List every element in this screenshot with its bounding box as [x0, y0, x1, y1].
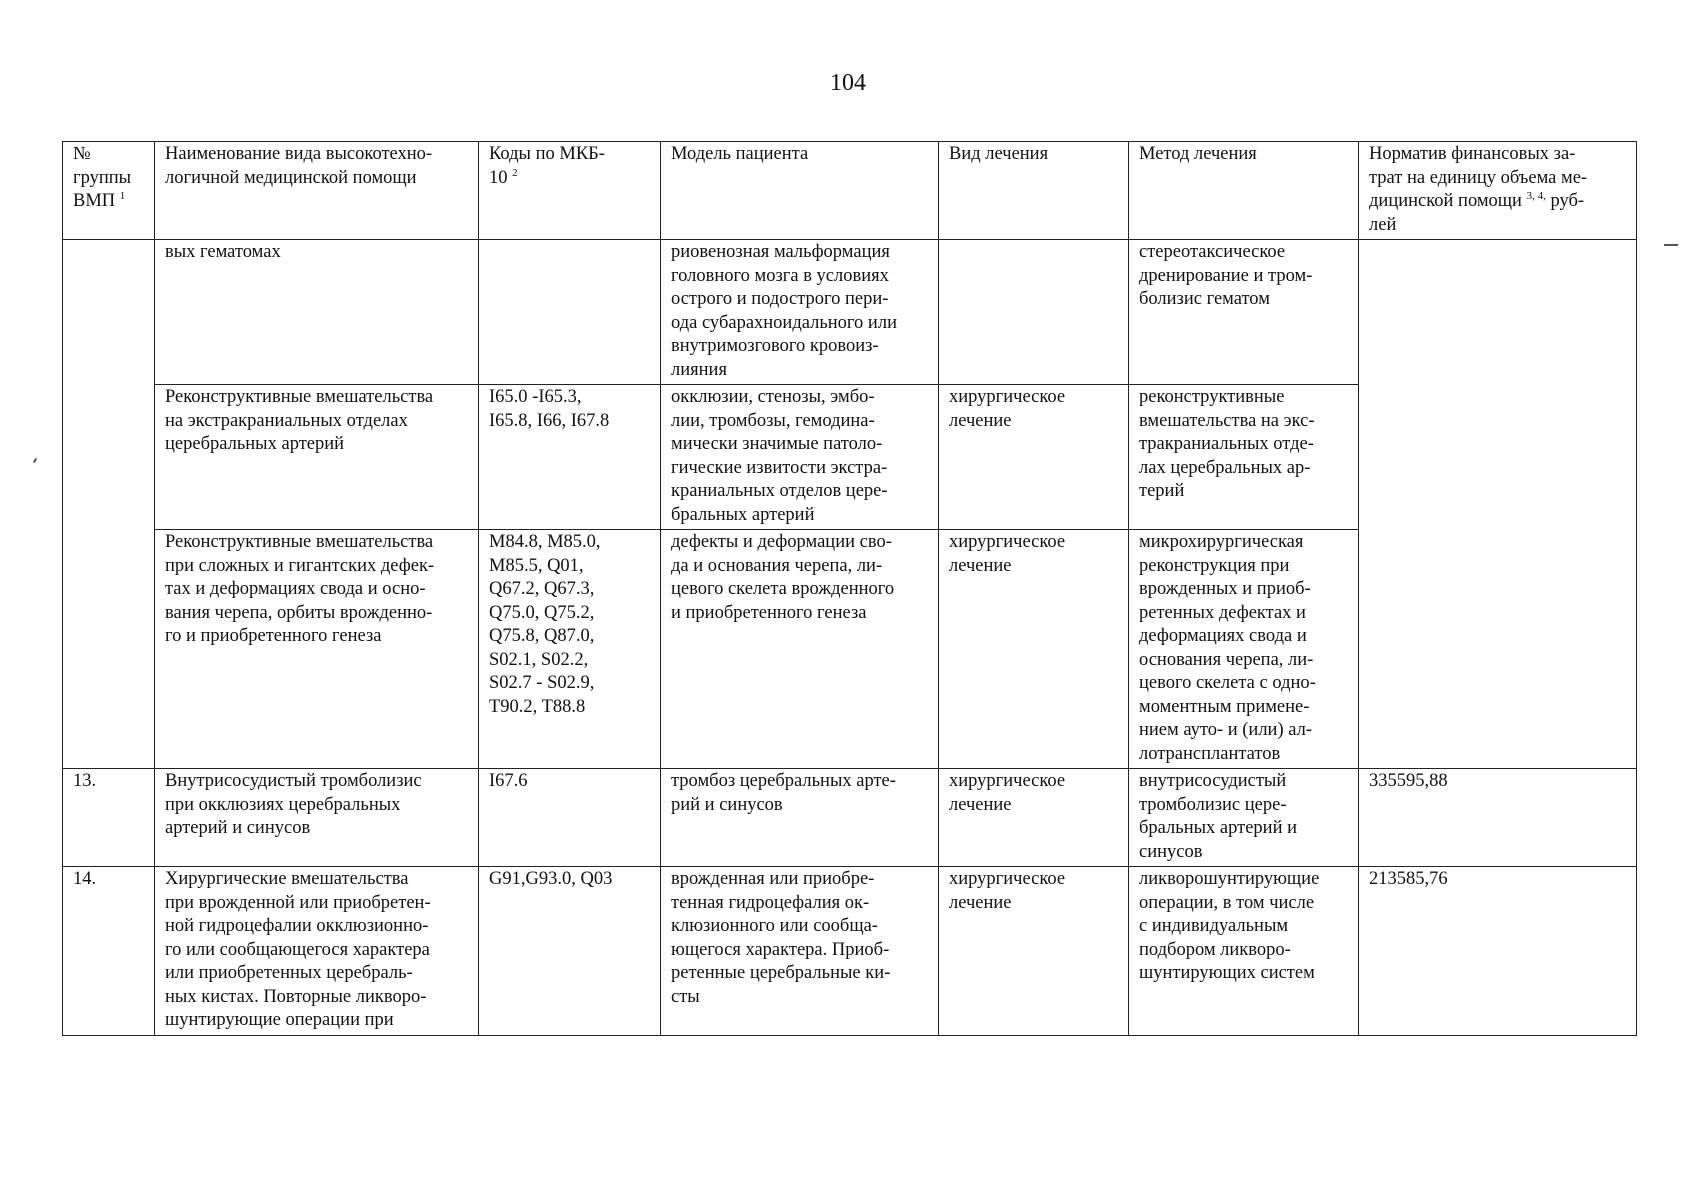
icd-codes-cell: I67.6	[479, 769, 661, 867]
treatment-type-cell	[939, 240, 1129, 385]
patient-model-cell: врожденная или приобре- тенная гидроцефалия ок- клюзионного или сообща- ющегося характера. Приоб- ретенные церебральные ки- сты	[661, 867, 939, 1036]
header-treatment-method	[1129, 142, 1359, 240]
care-name-cell: вых гематомах	[155, 240, 479, 385]
treatment-method-cell: микрохирургическая реконструкция при врожденных и приоб- ретенных дефектах и деформациях свода и основания черепа, ли- цевого скелета с одно- моментным примене- нием ауто- и (или) ал- лотрансплантатов	[1129, 530, 1359, 769]
header-patient-model-text: Модель пациента	[671, 144, 809, 164]
cost-norm-cell	[1359, 240, 1637, 769]
header-treatment-type-text: Вид лечения	[949, 144, 1049, 164]
footnote-ref-3-4: 3, 4,	[1526, 189, 1546, 202]
header-group-number	[63, 142, 155, 240]
treatment-type-cell: хирургическое лечение	[939, 769, 1129, 867]
treatment-type-cell: хирургическое лечение	[939, 530, 1129, 769]
icd-codes-cell: G91,G93.0, Q03	[479, 867, 661, 1036]
patient-model-cell: тромбоз церебральных арте- рий и синусов	[661, 769, 939, 867]
header-treatment-type	[939, 142, 1129, 240]
patient-model-cell: дефекты и деформации сво- да и основания черепа, ли- цевого скелета врожденного и приобретенного генеза	[661, 530, 939, 769]
group-number-cell: 14.	[63, 867, 155, 1036]
header-treatment-method-text: Метод лечения	[1139, 144, 1257, 164]
care-name-cell: Внутрисосудистый тромболизис при окклюзиях церебральных артерий и синусов	[155, 769, 479, 867]
header-icd-codes-text: Коды по МКБ- 10	[489, 144, 605, 188]
header-cost-norm-unit: руб- лей	[1369, 191, 1585, 235]
footnote-ref-1: 1	[119, 189, 126, 202]
group-number-cell	[63, 240, 155, 769]
scan-mark	[1664, 244, 1678, 246]
treatment-method-cell: реконструктивные вмешательства на экс- тракраниальных отде- лах церебральных ар- терий	[1129, 385, 1359, 530]
care-name-cell: Реконструктивные вмешательства при сложных и гигантских дефек- тах и деформациях свода и осно- вания черепа, орбиты врожденно- го и приобретенного генеза	[155, 530, 479, 769]
header-cost-norm-text: Норматив финансовых за- трат на единицу объема ме- дицинской помощи	[1369, 144, 1588, 211]
header-group-number-text: № группы ВМП	[73, 144, 132, 211]
treatment-method-cell: стереотаксическое дренирование и тром- болизис гематом	[1129, 240, 1359, 385]
care-name-cell: Реконструктивные вмешательства на экстракраниальных отделах церебральных артерий	[155, 385, 479, 530]
table-row	[63, 867, 1637, 1036]
treatment-type-cell: хирургическое лечение	[939, 867, 1129, 1036]
patient-model-cell: риовенозная мальформация головного мозга в условиях острого и подострого пери- ода субарахноидального или внутримозгового кровоиз- лияния	[661, 240, 939, 385]
footnote-ref-2: 2	[512, 166, 518, 179]
page-number: 104	[830, 70, 866, 96]
scan-mark	[33, 458, 37, 463]
treatment-type-cell: хирургическое лечение	[939, 385, 1129, 530]
treatment-method-cell: внутрисосудистый тромболизис цере- бральных артерий и синусов	[1129, 769, 1359, 867]
cost-norm-cell: 335595,88	[1359, 769, 1637, 867]
hitech-care-table	[62, 141, 1637, 1036]
header-care-name	[155, 142, 479, 240]
care-name-cell: Хирургические вмешательства при врожденной или приобретен- ной гидроцефалии окклюзионно- го или сообщающегося характера или приобретенных церебраль- ных кистах. Повторные ликворо- шунтирующие операции при	[155, 867, 479, 1036]
treatment-method-cell: ликворошунтирующие операции, в том числе с индивидуальным подбором ликворо- шунтирующих систем	[1129, 867, 1359, 1036]
patient-model-cell: окклюзии, стенозы, эмбо- лии, тромбозы, гемодина- мически значимые патоло- гические извитости экстра- краниальных отделов цере- бральных артерий	[661, 385, 939, 530]
header-icd-codes	[479, 142, 661, 240]
table-row	[63, 769, 1637, 867]
table-row	[63, 240, 1637, 385]
header-cost-norm	[1359, 142, 1637, 240]
header-patient-model	[661, 142, 939, 240]
cost-norm-cell: 213585,76	[1359, 867, 1637, 1036]
icd-codes-cell	[479, 240, 661, 385]
icd-codes-cell: I65.0 -I65.3, I65.8, I66, I67.8	[479, 385, 661, 530]
group-number-cell: 13.	[63, 769, 155, 867]
icd-codes-cell: M84.8, M85.0, M85.5, Q01, Q67.2, Q67.3, Q75.0, Q75.2, Q75.8, Q87.0, S02.1, S02.2, S02.7 - S02.9, T90.2, T88.8	[479, 530, 661, 769]
header-row	[63, 142, 1637, 240]
header-care-name-text: Наименование вида высокотехно- логичной медицинской помощи	[165, 144, 433, 188]
